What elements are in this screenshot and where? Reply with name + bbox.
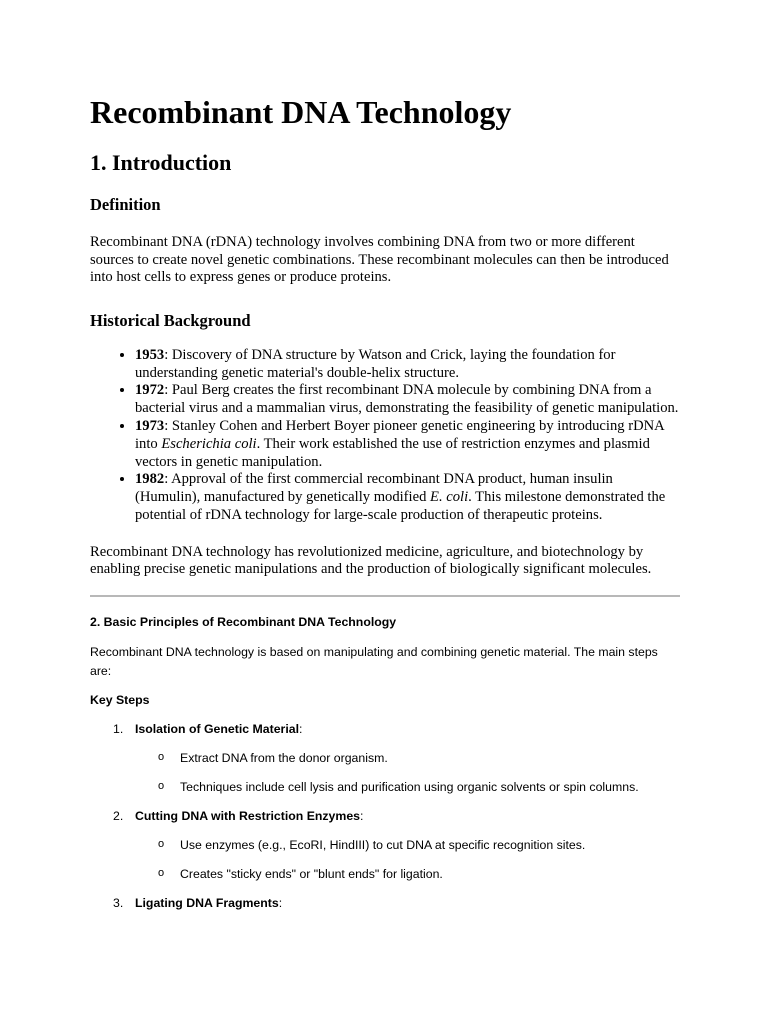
step-suffix: : bbox=[278, 895, 283, 910]
sub-item bbox=[90, 866, 680, 883]
history-text-after: . Their work established the use of restriction enzymes and plasmid vectors in genetic manipulation. bbox=[135, 435, 650, 470]
bullet-o-icon: o bbox=[158, 866, 165, 879]
sub-item-text: Use enzymes (e.g., EcoRI, HindIII) to cut DNA at specific recognition sites. bbox=[180, 837, 586, 852]
bullet-o-icon: o bbox=[158, 750, 165, 763]
history-list bbox=[90, 347, 680, 525]
sub-item bbox=[90, 750, 680, 767]
document-title: Recombinant DNA Technology bbox=[90, 94, 512, 130]
bullet-o-icon: o bbox=[158, 837, 165, 850]
step-label: Cutting DNA with Restriction Enzymes bbox=[135, 808, 361, 823]
history-item bbox=[135, 382, 680, 418]
step-label: Ligating DNA Fragments bbox=[135, 895, 279, 910]
history-italic: Escherichia coli bbox=[161, 435, 257, 452]
subheading-key-steps: Key Steps bbox=[90, 692, 150, 707]
history-year: 1972 bbox=[135, 382, 165, 399]
history-item bbox=[135, 418, 680, 471]
step-number: 2. bbox=[113, 808, 124, 823]
sub-item-text: Techniques include cell lysis and purification using organic solvents or spin columns. bbox=[180, 779, 639, 794]
subheading-definition: Definition bbox=[90, 195, 161, 214]
key-steps-list bbox=[90, 721, 680, 912]
step-item bbox=[90, 895, 680, 912]
principles-intro-paragraph: Recombinant DNA technology is based on manipulating and combining genetic material. The main steps are: bbox=[90, 644, 658, 678]
document-content bbox=[90, 92, 680, 912]
section-heading-introduction: 1. Introduction bbox=[90, 150, 232, 175]
history-text: : Approval of the first commercial recombinant DNA product, human insulin (Humulin), manufactured by genetically modified bbox=[135, 471, 613, 506]
history-year: 1982 bbox=[135, 471, 165, 488]
history-text: : Discovery of DNA structure by Watson and Crick, laying the foundation for understanding genetic material's double-helix structure. bbox=[135, 346, 616, 381]
history-italic: E. coli bbox=[430, 489, 469, 506]
bullet-o-icon: o bbox=[158, 779, 165, 792]
definition-paragraph: Recombinant DNA (rDNA) technology involves combining DNA from two or more different sources to create novel genetic combinations. These recombinant molecules can then be introduced into host cells to express genes or produce proteins. bbox=[90, 234, 669, 286]
step-suffix: : bbox=[360, 808, 364, 823]
history-item bbox=[135, 471, 680, 524]
history-text: : Stanley Cohen and Herbert Boyer pioneer genetic engineering by introducing rDNA into bbox=[135, 417, 664, 452]
summary-paragraph: Recombinant DNA technology has revolutionized medicine, agriculture, and biotechnology by enabling precise genetic manipulations and the production of biologically significant molecules. bbox=[90, 543, 652, 578]
sub-item bbox=[90, 837, 680, 854]
step-item bbox=[90, 808, 680, 825]
step-suffix: : bbox=[299, 721, 303, 736]
step-label: Isolation of Genetic Material bbox=[135, 721, 299, 736]
step-number: 3. bbox=[113, 895, 124, 910]
sub-item-text: Extract DNA from the donor organism. bbox=[180, 750, 388, 765]
step-item bbox=[90, 721, 680, 738]
subheading-historical-background: Historical Background bbox=[90, 310, 251, 330]
sub-item-text: Creates "sticky ends" or "blunt ends" for ligation. bbox=[180, 866, 443, 881]
section-heading-basic-principles: 2. Basic Principles of Recombinant DNA Technology bbox=[90, 614, 397, 629]
history-item bbox=[135, 347, 680, 383]
history-year: 1953 bbox=[135, 346, 165, 363]
sub-item bbox=[90, 779, 680, 796]
history-text-after: . This milestone demonstrated the potential of rDNA technology for large-scale production of therapeutic proteins. bbox=[135, 489, 666, 523]
section-divider bbox=[90, 595, 680, 597]
history-year: 1973 bbox=[135, 417, 165, 434]
step-number: 1. bbox=[113, 721, 124, 736]
history-text: : Paul Berg creates the first recombinant DNA molecule by combining DNA from a bacterial virus and a mammalian virus, demonstrating the feasibility of genetic manipulation. bbox=[135, 382, 679, 417]
